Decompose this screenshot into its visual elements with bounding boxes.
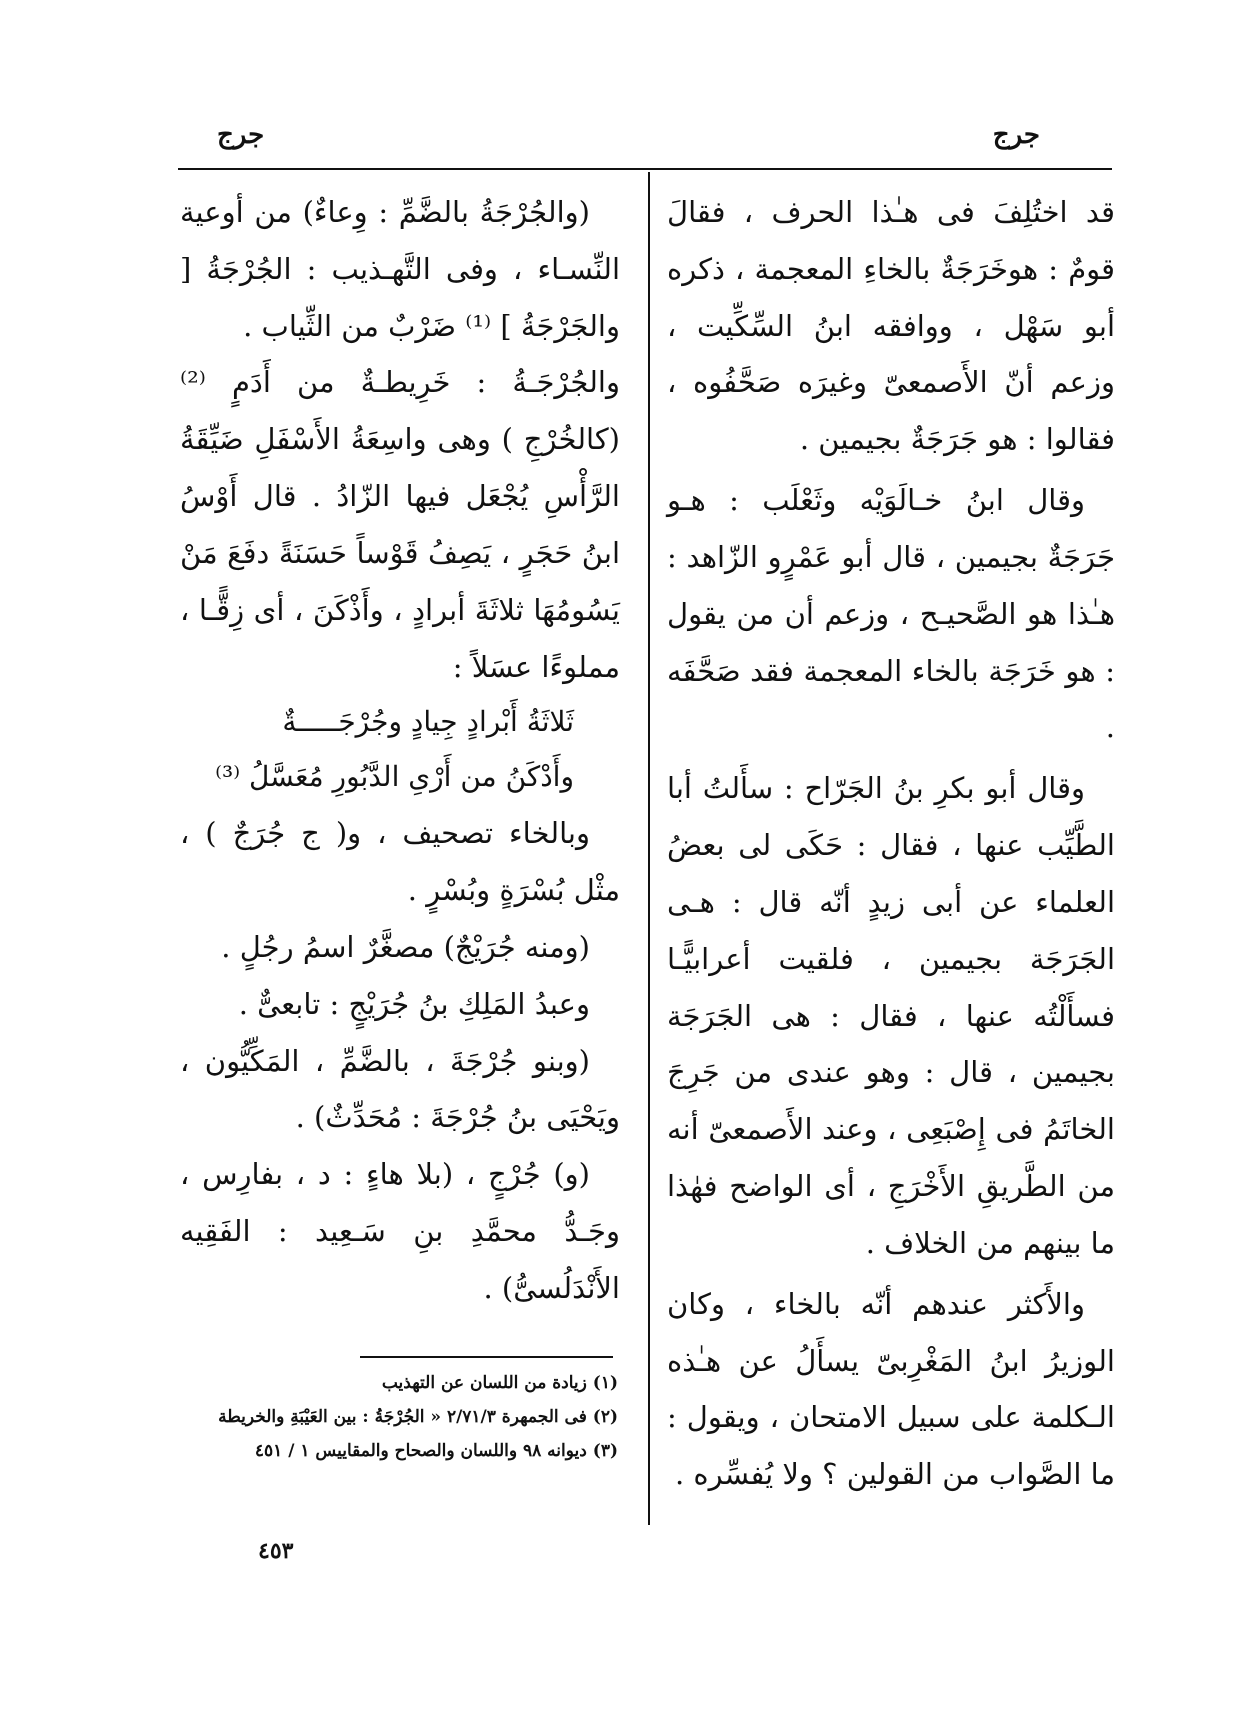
column-divider — [648, 172, 650, 1525]
paragraph: وقال ابنُ خـالَوَيْه وثَعْلَب : هـو جَرَجَةٌ بجيمين ، قال أبو عَمْرٍو الزّاهد : هـٰذا هو الصَّحيـح ، وزعم أن من يقول : هو خَرَجَة بالخاء المعجمة فقد صَحَّفَه . — [667, 483, 1115, 745]
footnote-rule — [360, 1356, 613, 1358]
verse-line: وأَدْكَنُ من أَرْىِ الدَّبُورِ مُعَسَّلُ ⁽³⁾ — [215, 760, 574, 794]
header-root-word-left: جرج — [217, 120, 265, 150]
paragraph: والأَكثر عندهم أنّه بالخاء ، وكان الوزيرُ ابنُ المَغْرِبىّ يسأَلُ عن هـٰذه الـكلمة على سبيل الامتحان ، ويقول : ما الصَّواب من القولين ؟ ولا يُفسِّره . — [667, 1286, 1115, 1492]
footnote: (٢) فى الجمهرة ٢/٧١/٣ « الجُرْجَةُ : بين العَيْبَةِ والخريطة — [218, 1407, 618, 1427]
paragraph: (ومنه جُرَيْجٌ) مصغَّرٌ اسمُ رجُلٍ . — [221, 929, 590, 964]
paragraph: والجُرْجَـةُ : خَرِيطـةٌ من أَدَمٍ ⁽²⁾ (كالخُرْجِ ) وهى واسِعَةُ الأَسْفَلِ ضَيِّقَةُ الرَّأْسِ يُجْعَل فيها الزّادُ . قال أَوْسُ ابنُ حَجَرٍ ، يَصِفُ قَوْساً حَسَنَةً دفَعَ مَنْ يَسُومُهَا ثلاثَةَ أبرادٍ ، وأَذْكَنَ ، أى زِقًّـا ، مملوءًا عسَلاً : — [180, 365, 620, 684]
header-root-word-right: جرج — [992, 120, 1040, 150]
footnote: (٣) ديوانه ٩٨ واللسان والصحاح والمقاييس ١ / ٤٥١ — [254, 1441, 618, 1461]
verse-line: ثَلاثَةُ أَبْرادٍ جِيادٍ وجُرْجَـــــةٌ — [282, 705, 574, 739]
paragraph: وعبدُ المَلِكِ بنُ جُرَيْجٍ : تابعىٌّ . — [238, 986, 590, 1021]
left-column — [180, 184, 620, 1317]
footnote: (١) زيادة من اللسان عن التهذيب — [381, 1373, 618, 1393]
right-column — [667, 184, 1115, 1503]
paragraph: قد اختُلِفَ فى هـٰذا الحرف ، فقالَ قومٌ : هوخَرَجَةٌ بالخاءِ المعجمة ، ذكره أبو سَهْل ، ووافقه ابنُ السِّكِّيت ، وزعم أنّ الأَصمعىّ وغيرَه صَحَّفُوه ، فقالوا : هو جَرَجَةٌ بجيمين . — [667, 195, 1115, 457]
footnotes — [180, 1366, 618, 1468]
page-number: ٤٥٣ — [258, 1538, 294, 1564]
paragraph: وقال أبو بكرِ بنُ الجَرّاح : سأَلتُ أبا الطَّيِّب عنها ، فقال : حَكَى لى بعضُ العلماء عن أبى زيدٍ أنّه قال : هـى الجَرَجَة بجيمين ، فلقيت أعرابيًّـا فسأَلْتُه عنها ، فقال : هى الجَرَجَة بجيمين ، قال : وهو عندى من جَرِجَ الخاتَمُ فى إِصْبَعِى ، وعند الأَصمعىّ أنه من الطَّريقِ الأَخْرَجِ ، أى الواضح فهٰذا ما بينهم من الخلاف . — [667, 771, 1115, 1260]
header-rule — [178, 168, 1112, 170]
paragraph: وبالخاء تصحيف ، و( ج جُرَجٌ ) ، مثْل بُسْرَةٍ وبُسْرٍ . — [180, 816, 620, 908]
paragraph: (وبنو جُرْجَةَ ، بالضَّمِّ ، المَكِّيُّون ، ويَحْيَى بنُ جُرْجَةَ : مُحَدِّثٌ) . — [180, 1043, 620, 1135]
paragraph: (و) جُرْجٍ ، (بلا هاءٍ : د ، بفارِس ، وجَـدُّ محمَّدِ بنِ سَـعِيد : الفَقِيه الأَنْدَلُسىُّ) . — [180, 1157, 620, 1305]
paragraph: (والجُرْجَةُ بالضَّمِّ : وِعاءٌ) من أوعية النِّسـاء ، وفى التَّهـذيب : الجُرْجَةُ [ والجَرْجَةُ ] ⁽¹⁾ ضَرْبٌ من الثِّياب . — [180, 195, 620, 343]
